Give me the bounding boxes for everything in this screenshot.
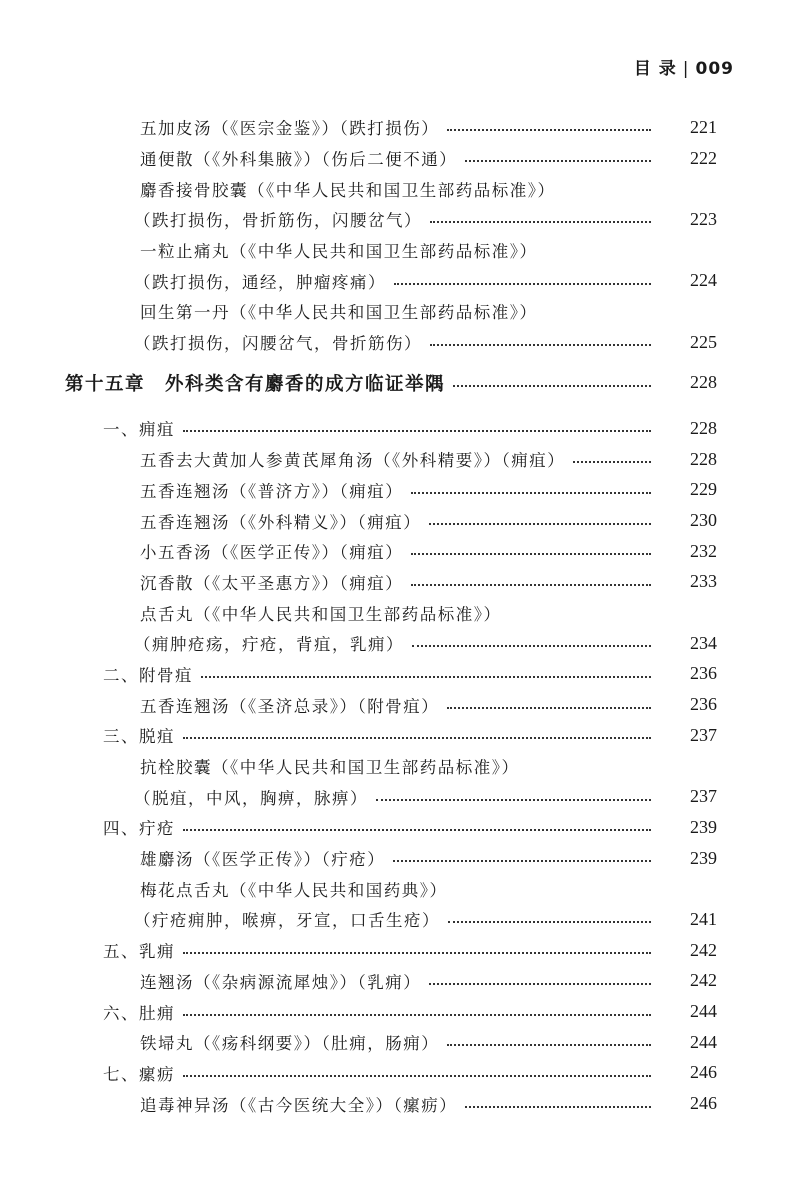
toc-page-number: 221: [690, 116, 717, 137]
toc-entry-title: （疔疮痈肿，喉痹，牙宣，口舌生疮）: [134, 911, 440, 931]
dot-leader: [201, 676, 651, 678]
dot-leader: [465, 160, 651, 162]
toc-section-row[interactable]: [0, 812, 800, 843]
toc-entry-title: 麝香接骨胶囊（《中华人民共和国卫生部药品标准》）: [140, 180, 556, 200]
toc-section-row[interactable]: [0, 1058, 800, 1089]
dot-leader: [376, 799, 651, 801]
toc-entry-row[interactable]: [0, 143, 800, 174]
running-header: [634, 54, 734, 79]
toc-entry-title: 五香连翘汤（《外科精义》）（痈疽）: [140, 512, 422, 532]
toc-entry-row[interactable]: [0, 597, 800, 628]
toc-page-number: 225: [690, 331, 717, 352]
header-page-number: 009: [695, 59, 734, 79]
toc-entry-row[interactable]: [0, 474, 800, 505]
toc-page-number: 224: [690, 270, 717, 291]
dot-leader: [183, 829, 651, 831]
table-of-contents: [0, 112, 800, 1119]
toc-entry-title: 回生第一丹（《中华人民共和国卫生部药品标准》）: [140, 303, 538, 323]
toc-entry-row[interactable]: [0, 112, 800, 143]
toc-page-number: 237: [690, 786, 717, 807]
toc-page-number: 242: [690, 939, 717, 960]
toc-entry-title: （跌打损伤，通经，肿瘤疼痛）: [134, 272, 386, 292]
toc-section-row[interactable]: [0, 720, 800, 751]
toc-page-number: 228: [690, 448, 717, 469]
dot-leader: [447, 129, 651, 131]
toc-section-row[interactable]: [0, 413, 800, 444]
toc-chapter-row[interactable]: [0, 363, 800, 403]
toc-entry-title: 梅花点舌丸（《中华人民共和国药典》）: [140, 880, 448, 900]
toc-entry-title: 铁埽丸（《疡科纲要》）（肚痈，肠痈）: [140, 1034, 440, 1054]
dot-leader: [393, 860, 651, 862]
dot-leader: [448, 921, 651, 923]
dot-leader: [183, 737, 651, 739]
toc-entry-row[interactable]: [0, 173, 800, 204]
dot-leader: [183, 952, 651, 954]
toc-entry-row[interactable]: [0, 965, 800, 996]
toc-entry-title: 四、疔疮: [103, 819, 175, 839]
toc-entry-title: 雄麝汤（《医学正传》）（疔疮）: [140, 850, 386, 870]
toc-entry-row[interactable]: [0, 536, 800, 567]
toc-section-row[interactable]: [0, 935, 800, 966]
dot-leader: [411, 553, 651, 555]
toc-entry-row[interactable]: [0, 689, 800, 720]
toc-entry-row[interactable]: [0, 444, 800, 475]
header-section-title: 目 录: [633, 59, 677, 79]
toc-entry-title: 二、附骨疽: [103, 665, 193, 685]
toc-page-number: 234: [690, 632, 717, 653]
toc-entry-row[interactable]: [0, 1027, 800, 1058]
toc-entry-title: （跌打损伤，骨折筋伤，闪腰岔气）: [134, 211, 422, 231]
toc-entry-title: 第十五章 外科类含有麝香的成方临证举隅: [65, 373, 446, 395]
toc-entry-row[interactable]: [0, 1088, 800, 1119]
toc-page-number: 230: [690, 510, 717, 530]
dot-leader: [447, 1044, 651, 1046]
dot-leader: [453, 385, 651, 387]
toc-entry-title: 一、痈疽: [103, 420, 175, 440]
toc-section-row[interactable]: [0, 659, 800, 690]
toc-page-number: 242: [690, 970, 717, 991]
toc-entry-title: 小五香汤（《医学正传》）（痈疽）: [140, 543, 404, 563]
toc-page-number: 233: [690, 571, 717, 592]
toc-entry-title: 点舌丸（《中华人民共和国卫生部药品标准》）: [140, 604, 502, 624]
toc-page-number: 228: [690, 417, 717, 438]
toc-section-row[interactable]: [0, 996, 800, 1027]
toc-entry-title: 五加皮汤（《医宗金鉴》）（跌打损伤）: [140, 119, 440, 139]
toc-page-number: 229: [690, 479, 717, 500]
toc-entry-row[interactable]: [0, 843, 800, 874]
dot-leader: [430, 344, 651, 346]
toc-entry-title: 三、脱疽: [103, 727, 175, 747]
toc-entry-title: 六、肚痈: [103, 1003, 175, 1023]
dot-leader: [465, 1106, 651, 1108]
toc-entry-title: 抗栓胶囊（《中华人民共和国卫生部药品标准》）: [140, 758, 520, 777]
toc-entry-row[interactable]: [0, 873, 800, 904]
dot-leader: [183, 1075, 651, 1077]
toc-entry-title: 一粒止痛丸（《中华人民共和国卫生部药品标准》）: [140, 242, 538, 262]
toc-page-number: 239: [690, 816, 717, 837]
toc-page-number: 232: [690, 540, 717, 561]
toc-cont-row[interactable]: [0, 204, 800, 235]
toc-page-number: 223: [690, 208, 717, 229]
toc-entry-title: （跌打损伤，闪腰岔气，骨折筋伤）: [134, 334, 422, 354]
toc-entry-title: 通便散（《外科集腋》）（伤后二便不通）: [140, 150, 458, 170]
toc-entry-title: 五、乳痈: [103, 942, 175, 962]
toc-cont-row[interactable]: [0, 265, 800, 296]
toc-page-number: 228: [690, 372, 717, 392]
dot-leader: [411, 492, 651, 494]
dot-leader: [412, 645, 651, 647]
toc-entry-row[interactable]: [0, 567, 800, 598]
dot-leader: [429, 983, 651, 985]
toc-cont-row[interactable]: [0, 781, 800, 812]
toc-page-number: 241: [690, 908, 717, 929]
toc-entry-row[interactable]: [0, 296, 800, 327]
dot-leader: [447, 707, 651, 709]
dot-leader: [411, 584, 651, 586]
toc-page-number: 239: [690, 847, 717, 868]
toc-cont-row[interactable]: [0, 628, 800, 659]
toc-entry-row[interactable]: [0, 235, 800, 266]
toc-page-number: 244: [690, 1001, 717, 1021]
dot-leader: [573, 461, 651, 463]
toc-page-number: 236: [690, 663, 717, 684]
toc-page-number: 222: [690, 147, 717, 168]
toc-page-number: 244: [690, 1031, 717, 1052]
toc-entry-title: 五香连翘汤（《普济方》）（痈疽）: [140, 481, 404, 501]
dot-leader: [183, 430, 651, 432]
toc-page-number: 246: [690, 1062, 717, 1083]
toc-entry-title: （脱疽，中风，胸痹，脉痹）: [134, 788, 368, 808]
toc-entry-row[interactable]: [0, 751, 800, 782]
toc-page-number: 237: [690, 724, 717, 745]
toc-entry-row[interactable]: [0, 505, 800, 536]
dot-leader: [394, 283, 651, 285]
dot-leader: [430, 221, 651, 223]
toc-page-number: 246: [690, 1093, 717, 1114]
toc-entry-title: 五香连翘汤（《圣济总录》）（附骨疽）: [140, 696, 440, 716]
toc-entry-title: 七、瘰疬: [103, 1064, 175, 1084]
toc-entry-title: 连翘汤（《杂病源流犀烛》）（乳痈）: [140, 972, 422, 992]
toc-cont-row[interactable]: [0, 904, 800, 935]
header-divider: |: [682, 59, 690, 79]
toc-entry-title: 沉香散（《太平圣惠方》）（痈疽）: [140, 573, 404, 593]
toc-entry-title: 五香去大黄加人参黄芪犀角汤（《外科精要》）（痈疽）: [140, 451, 566, 471]
dot-leader: [429, 523, 651, 525]
toc-entry-title: （痈肿疮疡，疔疮，背疽，乳痈）: [134, 635, 404, 655]
toc-entry-title: 追毒神异汤（《古今医统大全》）（瘰疬）: [140, 1095, 458, 1115]
dot-leader: [183, 1014, 651, 1016]
toc-cont-row[interactable]: [0, 327, 800, 358]
toc-page-number: 236: [690, 694, 717, 715]
